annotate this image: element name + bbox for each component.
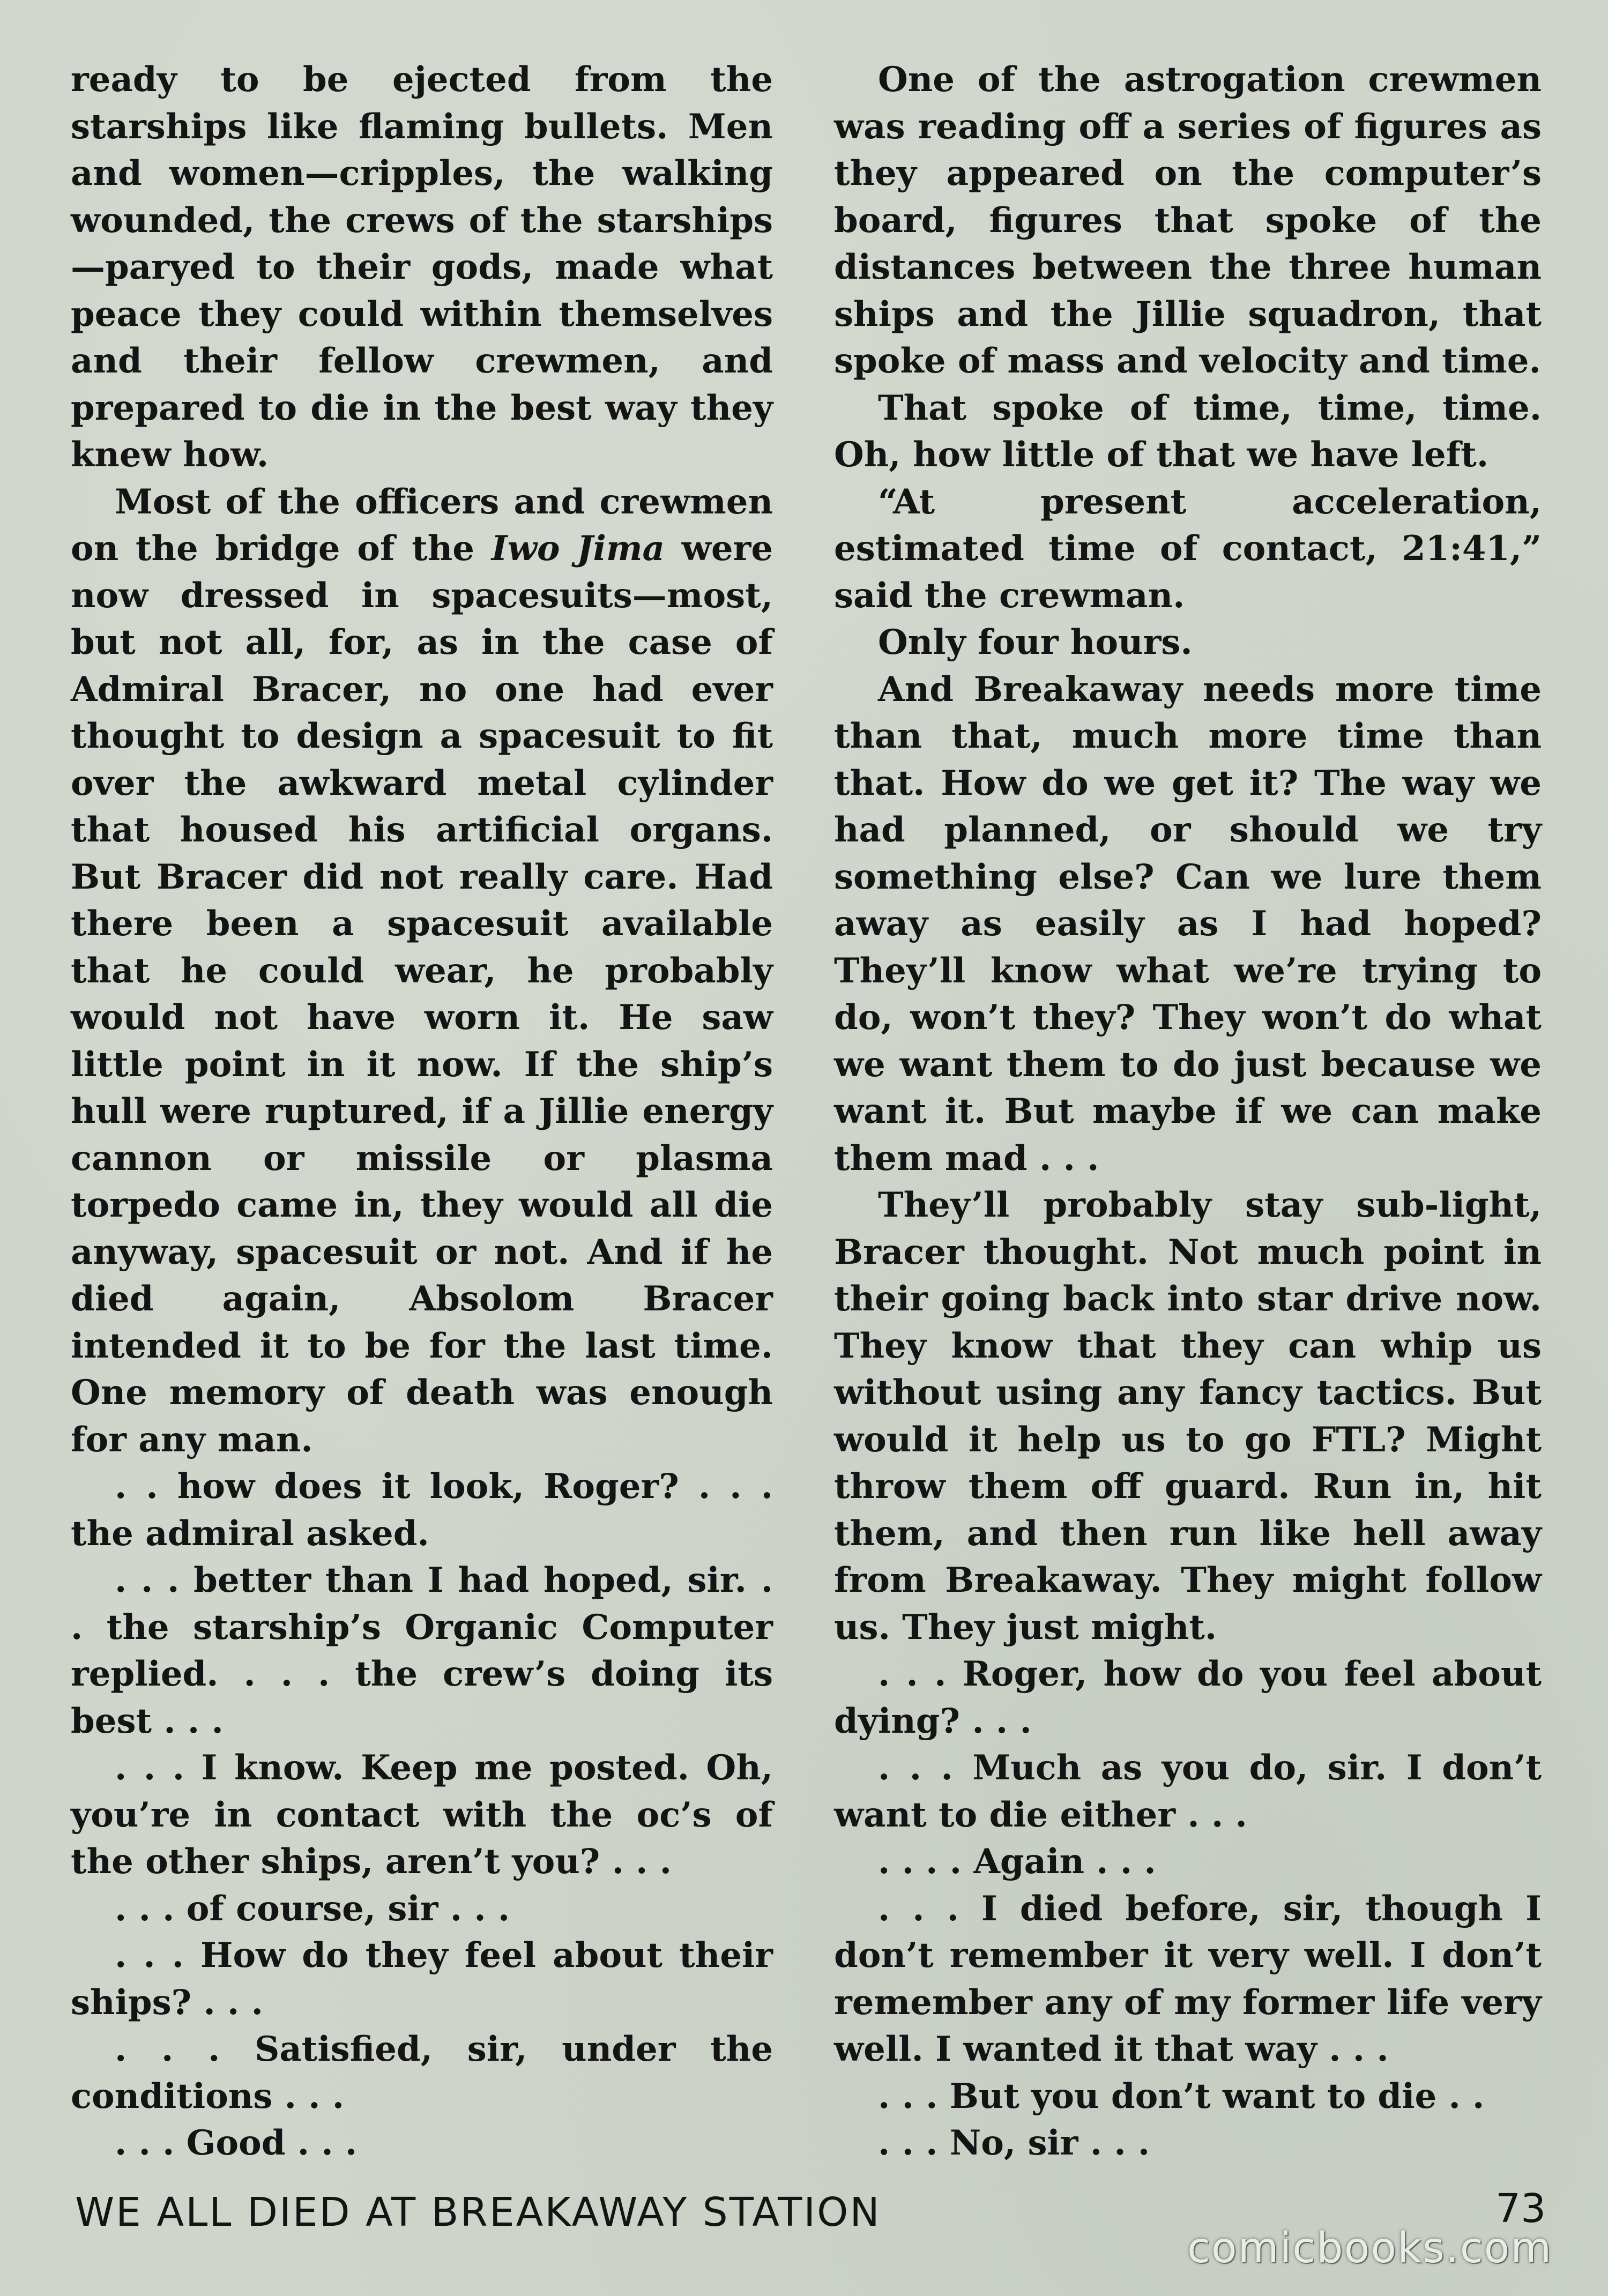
paragraph-text: were now dressed in spacesuits—most, but not all, for, as in the case of Admiral Bracer, no one had ever thought to design a spacesuit to fit over the awkward metal cylinder that housed his artificial organs. But Bracer did not really care. Had there been a spacesuit available that he could wear, he probably would not have worn it. He saw little point in it now. If the ship’s hull were ruptured, if a Jillie energy cannon or missile or plasma torpedo came in, they would all die anyway, spacesuit or not. And if he died again, Absolom Bracer intended it to be for the last time. One memory of death was enough for any man. bbox=[71, 528, 773, 1460]
dialogue-line: . . . I know. Keep me posted. Oh, you’re in contact with the oc’s of the other ships, aren’t you? . . . bbox=[71, 1748, 773, 1882]
dialogue-line: . . . Much as you do, sir. I don’t want to die either . . . bbox=[834, 1748, 1542, 1835]
paragraph: Only four hours. bbox=[878, 622, 1193, 662]
watermark: comicbooks.com bbox=[1187, 2224, 1553, 2272]
right-text-column bbox=[834, 56, 1542, 2167]
left-text-column bbox=[71, 56, 773, 2167]
paragraph: And Breakaway needs more time than that, much more time than that. How do we get it? The way we had planned, or should we try something else? Can we lure them away as easily as I had hoped? They’ll know what we’re trying to do, won’t they? They won’t do what we want them to do just because we want it. But maybe if we can make them mad . . . bbox=[834, 669, 1542, 1179]
ship-name: Iwo Jima bbox=[491, 528, 665, 569]
paragraph-text: Most of the officers and crewmen on the bridge of the bbox=[71, 481, 773, 569]
dialogue-line: . . . better than I had hoped, sir. . . the starship’s Organic Computer replied. . . . the crew’s doing its best . . . bbox=[71, 1560, 773, 1741]
paragraph: That spoke of time, time, time. Oh, how little of that we have left. bbox=[834, 387, 1542, 475]
running-footer-title: WE ALL DIED AT BREAKAWAY STATION bbox=[75, 2189, 881, 2235]
paragraph bbox=[71, 479, 773, 1464]
paragraph: They’ll probably stay sub-light, Bracer thought. Not much point in their going back into star drive now. They know that they can whip us without using any fancy tactics. But would it help us to go FTL? Might throw them off guard. Run in, hit them, and then run like hell away from Breakaway. They might follow us. They just might. bbox=[834, 1185, 1542, 1648]
dialogue-line: . . . Roger, how do you feel about dying? . . . bbox=[834, 1654, 1542, 1741]
paragraph: One of the astrogation crewmen was reading off a series of figures as they appeared on the computer’s board, figures that spoke of the distances between the three human ships and the Jillie squadron, that spoke of mass and velocity and time. bbox=[834, 59, 1542, 381]
dialogue-line: . . . . Again . . . bbox=[878, 1842, 1156, 1882]
dialogue-line: . . . Good . . . bbox=[115, 2123, 358, 2163]
dialogue-line: . . . How do they feel about their ships? . . . bbox=[71, 1935, 773, 2023]
dialogue-line: . . . of course, sir . . . bbox=[115, 1888, 510, 1929]
dialogue-line: . . . I died before, sir, though I don’t remember it very well. I don’t remember any of my former life very well. I wanted it that way . . . bbox=[834, 1888, 1542, 2069]
dialogue-line: . . . But you don’t want to die . . bbox=[878, 2076, 1485, 2116]
paragraph: ready to be ejected from the starships like flaming bullets. Men and women—cripples, the walking wounded, the crews of the starships —paryed to their gods, made what peace they could within themselves and their fellow crewmen, and prepared to die in the best way they knew how. bbox=[71, 59, 773, 475]
dialogue-line: . . . Satisfied, sir, under the conditions . . . bbox=[71, 2029, 773, 2116]
dialogue-line: . . . No, sir . . . bbox=[878, 2123, 1150, 2163]
paragraph: “At present acceleration, estimated time of contact, 21:41,” said the crewman. bbox=[834, 481, 1542, 616]
page-number: 73 bbox=[1495, 2186, 1546, 2232]
dialogue-line: . . how does it look, Roger? . . . the admiral asked. bbox=[71, 1466, 773, 1554]
